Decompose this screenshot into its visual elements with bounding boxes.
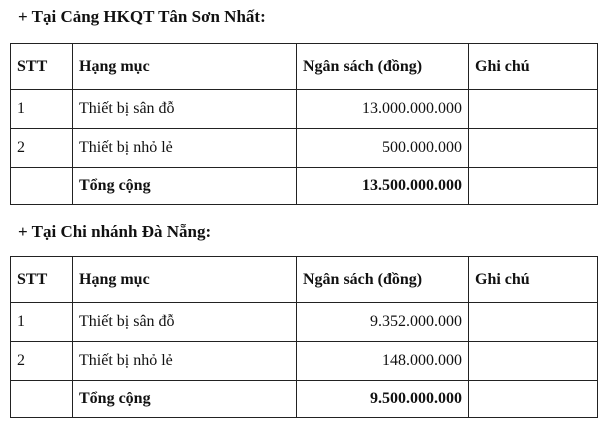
table-row	[11, 90, 598, 129]
cell-stt: 1	[11, 303, 73, 342]
cell-note	[469, 342, 598, 381]
total-label: Tổng cộng	[73, 381, 297, 418]
cell-item: Thiết bị sân đỗ	[73, 303, 297, 342]
header-item: Hạng mục	[73, 44, 297, 90]
budget-table-da-nang	[10, 256, 598, 418]
cell-stt: 2	[11, 342, 73, 381]
cell-amount: 148.000.000	[297, 342, 469, 381]
cell-note-empty	[469, 381, 598, 418]
cell-item: Thiết bị sân đỗ	[73, 90, 297, 129]
cell-note	[469, 129, 598, 168]
cell-amount: 9.352.000.000	[297, 303, 469, 342]
table-total-row	[11, 168, 598, 205]
header-stt: STT	[11, 257, 73, 303]
header-note: Ghi chú	[469, 44, 598, 90]
table-total-row	[11, 381, 598, 418]
cell-amount: 13.000.000.000	[297, 90, 469, 129]
table-row	[11, 342, 598, 381]
header-note: Ghi chú	[469, 257, 598, 303]
cell-item: Thiết bị nhỏ lẻ	[73, 129, 297, 168]
budget-table-tan-son-nhat	[10, 43, 598, 205]
cell-stt: 1	[11, 90, 73, 129]
table-header-row	[11, 257, 598, 303]
table-row	[11, 129, 598, 168]
section-title-da-nang: + Tại Chi nhánh Đà Nẵng:	[18, 222, 212, 241]
cell-note-empty	[469, 168, 598, 205]
table-row	[11, 303, 598, 342]
cell-stt: 2	[11, 129, 73, 168]
table-header-row	[11, 44, 598, 90]
cell-stt-empty	[11, 381, 73, 418]
cell-amount: 500.000.000	[297, 129, 469, 168]
section-title-tan-son-nhat: + Tại Cảng HKQT Tân Sơn Nhất:	[18, 7, 266, 26]
header-item: Hạng mục	[73, 257, 297, 303]
header-amount: Ngân sách (đồng)	[297, 257, 469, 303]
cell-item: Thiết bị nhỏ lẻ	[73, 342, 297, 381]
cell-note	[469, 303, 598, 342]
total-amount: 13.500.000.000	[297, 168, 469, 205]
header-amount: Ngân sách (đồng)	[297, 44, 469, 90]
total-amount: 9.500.000.000	[297, 381, 469, 418]
total-label: Tổng cộng	[73, 168, 297, 205]
cell-stt-empty	[11, 168, 73, 205]
header-stt: STT	[11, 44, 73, 90]
cell-note	[469, 90, 598, 129]
